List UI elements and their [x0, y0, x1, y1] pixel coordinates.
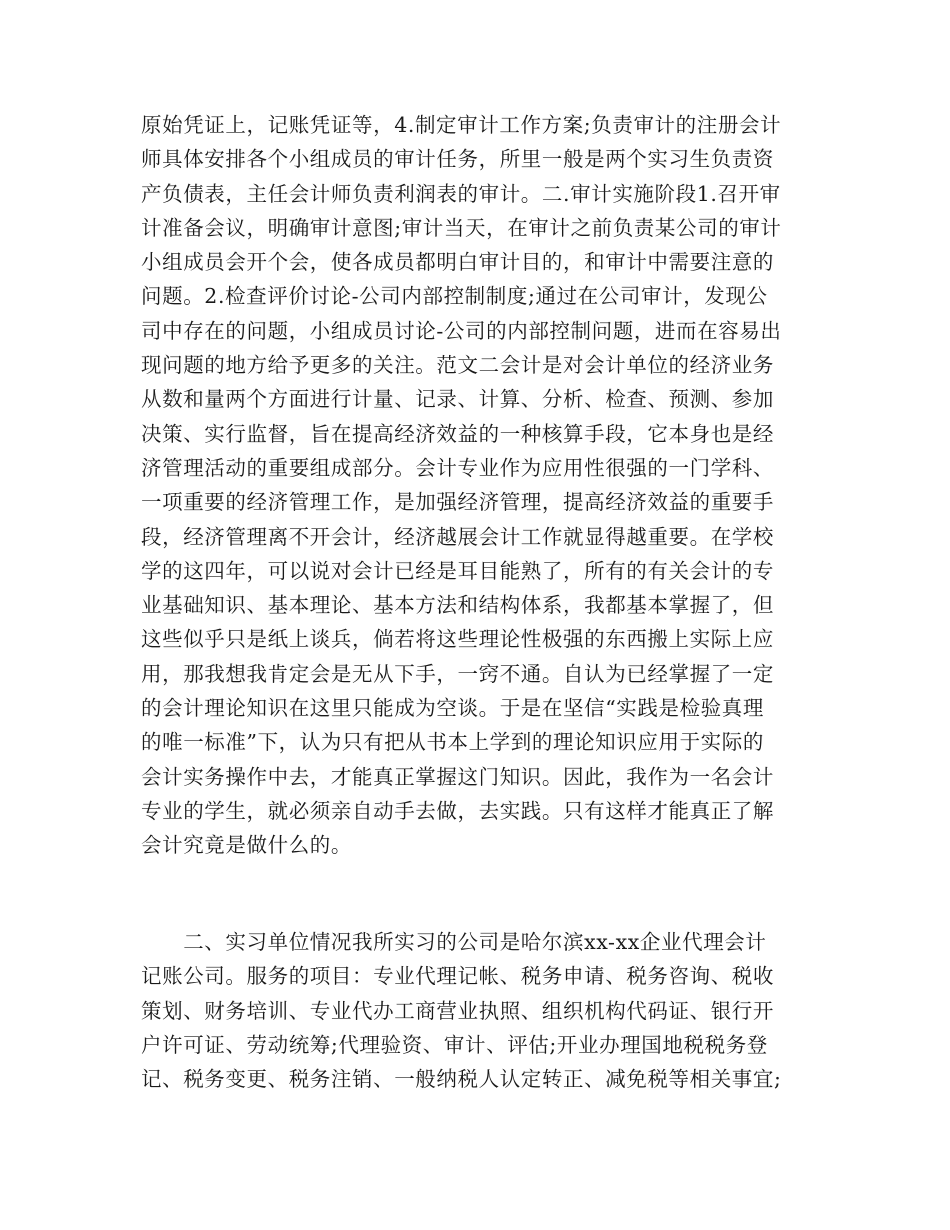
text-line: 这些似乎只是纸上谈兵，倘若将这些理论性极强的东西搬上实际上应 [141, 627, 774, 652]
text-line: 师具体安排各个小组成员的审计任务，所里一般是两个实习生负责资 [141, 147, 774, 172]
text-line: 会计实务操作中去，才能真正掌握这门知识。因此，我作为一名会计 [141, 764, 774, 789]
text-line: 的唯一标准”下，认为只有把从书本上学到的理论知识应用于实际的 [141, 730, 764, 755]
text-line: 济管理活动的重要组成部分。会计专业作为应用性很强的一门学科、 [141, 455, 774, 480]
text-line: 司中存在的问题，小组成员讨论-公司的内部控制问题，进而在容易出 [141, 318, 782, 343]
text-line: 二、实习单位情况我所实习的公司是哈尔滨xx-xx企业代理会计 [141, 930, 767, 954]
text-line: 记账公司。服务的项目：专业代理记帐、税务申请、税务咨询、税收 [141, 964, 774, 989]
text-line: 小组成员会开个会，使各成员都明白审计目的，和审计中需要注意的 [141, 250, 774, 275]
text-line: 用，那我想我肯定会是无从下手，一窍不通。自认为已经掌握了一定 [141, 661, 774, 686]
text-line: 策划、财务培训、专业代办工商营业执照、组织机构代码证、银行开 [141, 998, 774, 1023]
paragraph-1 [141, 108, 821, 863]
text-line: 产负债表，主任会计师负责利润表的审计。二.审计实施阶段1.召开审 [141, 181, 781, 206]
text-line: 原始凭证上，记账凭证等，4.制定审计工作方案;负责审计的注册会计 [141, 113, 782, 137]
text-line: 段，经济管理离不开会计，经济越展会计工作就显得越重要。在学校 [141, 524, 774, 549]
text-line: 决策、实行监督，旨在提高经济效益的一种核算手段，它本身也是经 [141, 421, 774, 446]
text-line: 从数和量两个方面进行计量、记录、计算、分析、检查、预测、参加 [141, 387, 774, 412]
text-line: 学的这四年，可以说对会计已经是耳目能熟了，所有的有关会计的专 [141, 558, 774, 583]
text-line: 现问题的地方给予更多的关注。范文二会计是对会计单位的经济业务 [141, 353, 774, 378]
text-line: 业基础知识、基本理论、基本方法和结构体系，我都基本掌握了，但 [141, 593, 774, 618]
text-line: 专业的学生，就必须亲自动手去做，去实践。只有这样才能真正了解 [141, 798, 774, 823]
text-line: 户许可证、劳动统筹;代理验资、审计、评估;开业办理国地税税务登 [141, 1032, 768, 1057]
text-line: 的会计理论知识在这里只能成为空谈。于是在坚信“实践是检验真理 [141, 696, 764, 721]
text-line: 会计究竟是做什么的。 [141, 833, 352, 858]
paragraph-2 [141, 925, 821, 1096]
text-line: 一项重要的经济管理工作，是加强经济管理，提高经济效益的重要手 [141, 490, 774, 515]
text-line: 问题。2.检查评价讨论-公司内部控制制度;通过在公司审计，发现公 [141, 284, 768, 309]
text-line: 记、税务变更、税务注销、一般纳税人认定转正、减免税等相关事宜; [141, 1067, 782, 1092]
text-line: 计准备会议，明确审计意图;审计当天，在审计之前负责某公司的审计 [141, 215, 782, 240]
